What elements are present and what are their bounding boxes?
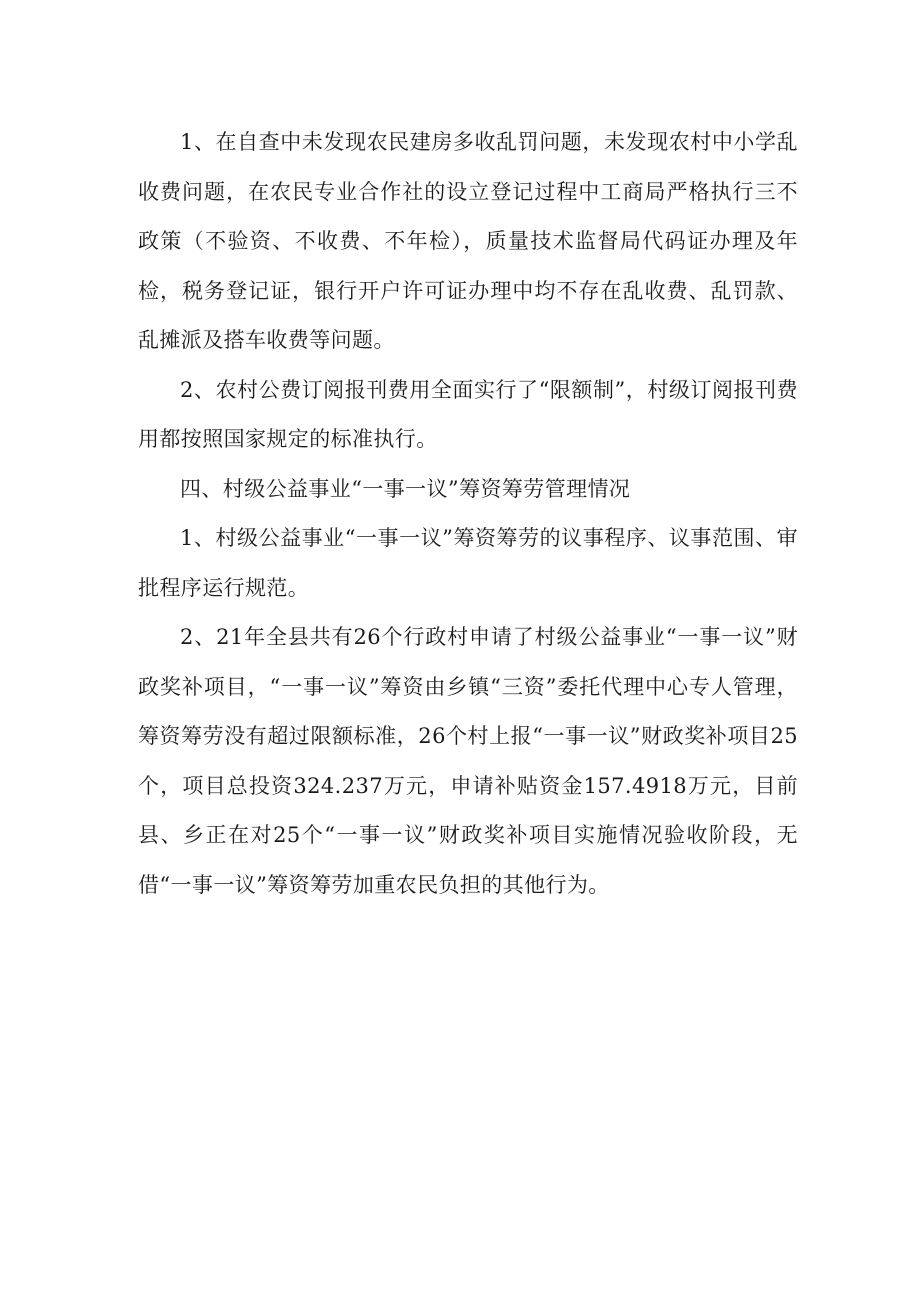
paragraph-project-statistics: 2、21年全县共有26个行政村申请了村级公益事业“一事一议”财政奖补项目，“一事一议”筹资由乡镇“三资”委托代理中心专人管理，筹资筹劳没有超过限额标准，26个村上报“一事一议”财政奖补项目25个，项目总投资324.237万元，申请补贴资金157.4918万元，目前县、乡正在对25个“一事一议”财政奖补项目实施情况验收阶段，无借“一事一议”筹资筹劳加重农民负担的其他行为。 bbox=[138, 625, 798, 897]
paragraph-newspaper-subscription: 2、农村公费订阅报刊费用全面实行了“限额制”，村级订阅报刊费用都按照国家规定的标准执行。 bbox=[138, 377, 798, 451]
document-body bbox=[138, 118, 798, 910]
paragraph-fee-self-inspection: 1、在自查中未发现农民建房多收乱罚问题，未发现农村中小学乱收费问题，在农民专业合作社的设立登记过程中工商局严格执行三不政策（不验资、不收费、不年检），质量技术监督局代码证办理及年检，税务登记证，银行开户许可证办理中均不存在乱收费、乱罚款、乱摊派及搭车收费等问题。 bbox=[138, 130, 798, 352]
paragraph-procedure-standards: 1、村级公益事业“一事一议”筹资筹劳的议事程序、议事范围、审批程序运行规范。 bbox=[138, 526, 798, 600]
section-heading-one-matter-one-discussion: 四、村级公益事业“一事一议”筹资筹劳管理情况 bbox=[180, 476, 631, 501]
